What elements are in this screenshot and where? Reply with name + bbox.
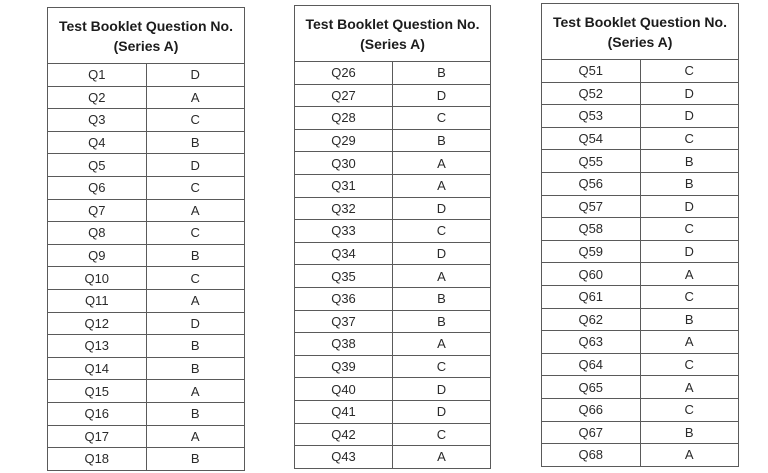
question-number-cell: Q64	[542, 353, 641, 376]
table-body	[295, 62, 491, 469]
table-row	[48, 357, 245, 380]
table-row	[542, 308, 739, 331]
answer-cell: C	[640, 60, 739, 83]
question-number-cell: Q40	[295, 378, 393, 401]
question-number-cell: Q42	[295, 423, 393, 446]
question-number-cell: Q53	[542, 105, 641, 128]
table-row	[295, 400, 491, 423]
answer-cell: A	[393, 265, 491, 288]
answer-cell: B	[146, 448, 245, 471]
question-number-cell: Q8	[48, 222, 147, 245]
answer-cell: C	[640, 218, 739, 241]
question-number-cell: Q41	[295, 400, 393, 423]
table-row	[48, 244, 245, 267]
header-title: Test Booklet Question No.	[553, 13, 727, 30]
answer-cell: D	[393, 242, 491, 265]
table-row	[542, 195, 739, 218]
table-row	[48, 154, 245, 177]
question-number-cell: Q13	[48, 335, 147, 358]
header-series: (Series A)	[607, 33, 673, 50]
question-number-cell: Q63	[542, 331, 641, 354]
table-row	[295, 333, 491, 356]
question-number-cell: Q65	[542, 376, 641, 399]
answer-cell: C	[640, 127, 739, 150]
question-number-cell: Q39	[295, 355, 393, 378]
answer-cell: B	[640, 308, 739, 331]
answer-cell: C	[393, 355, 491, 378]
question-number-cell: Q29	[295, 129, 393, 152]
question-number-cell: Q60	[542, 263, 641, 286]
question-number-cell: Q18	[48, 448, 147, 471]
question-number-cell: Q3	[48, 109, 147, 132]
question-number-cell: Q38	[295, 333, 393, 356]
question-number-cell: Q11	[48, 289, 147, 312]
table-row	[295, 129, 491, 152]
table-row	[48, 312, 245, 335]
question-number-cell: Q55	[542, 150, 641, 173]
table-row	[295, 62, 491, 85]
answer-cell: B	[146, 357, 245, 380]
table-header-row	[542, 4, 739, 60]
answer-cell: D	[393, 84, 491, 107]
table-row	[295, 287, 491, 310]
table-row	[295, 446, 491, 469]
table-header	[295, 6, 491, 62]
question-number-cell: Q61	[542, 285, 641, 308]
table-row	[295, 220, 491, 243]
question-number-cell: Q56	[542, 172, 641, 195]
table-row	[542, 398, 739, 421]
question-number-cell: Q28	[295, 107, 393, 130]
question-number-cell: Q12	[48, 312, 147, 335]
table-row	[48, 64, 245, 87]
answer-cell: A	[146, 425, 245, 448]
table-row	[48, 176, 245, 199]
question-number-cell: Q10	[48, 267, 147, 290]
answer-cell: A	[146, 86, 245, 109]
table-row	[542, 218, 739, 241]
question-number-cell: Q62	[542, 308, 641, 331]
answer-cell: D	[146, 154, 245, 177]
table-body	[542, 60, 739, 467]
answer-cell: D	[640, 82, 739, 105]
answer-cell: A	[393, 333, 491, 356]
answer-cell: C	[146, 176, 245, 199]
question-number-cell: Q34	[295, 242, 393, 265]
question-number-cell: Q26	[295, 62, 393, 85]
answer-cell: B	[640, 150, 739, 173]
header-series: (Series A)	[113, 37, 179, 54]
table-row	[48, 335, 245, 358]
answer-cell: C	[640, 353, 739, 376]
table-row	[542, 105, 739, 128]
answer-cell: B	[393, 129, 491, 152]
question-number-cell: Q36	[295, 287, 393, 310]
question-number-cell: Q31	[295, 174, 393, 197]
answer-cell: B	[146, 244, 245, 267]
answer-cell: B	[393, 287, 491, 310]
table-row	[542, 82, 739, 105]
question-number-cell: Q1	[48, 64, 147, 87]
answer-cell: A	[640, 263, 739, 286]
table-row	[295, 378, 491, 401]
table-row	[542, 127, 739, 150]
question-number-cell: Q33	[295, 220, 393, 243]
table-row	[48, 380, 245, 403]
answer-cell: D	[393, 400, 491, 423]
answer-cell: A	[146, 199, 245, 222]
table-row	[295, 152, 491, 175]
table-header	[542, 4, 739, 60]
answer-cell: C	[393, 220, 491, 243]
answer-cell: B	[146, 131, 245, 154]
answer-cell: D	[393, 197, 491, 220]
question-number-cell: Q17	[48, 425, 147, 448]
question-number-cell: Q16	[48, 402, 147, 425]
question-number-cell: Q2	[48, 86, 147, 109]
table-header	[48, 8, 245, 64]
table-row	[295, 310, 491, 333]
table-header-row	[295, 6, 491, 62]
question-number-cell: Q14	[48, 357, 147, 380]
answer-key-table-2	[294, 5, 491, 469]
table-row	[295, 107, 491, 130]
answer-cell: D	[393, 378, 491, 401]
answer-cell: D	[640, 105, 739, 128]
question-number-cell: Q9	[48, 244, 147, 267]
answer-cell: C	[146, 109, 245, 132]
question-number-cell: Q52	[542, 82, 641, 105]
table-row	[48, 131, 245, 154]
table-row	[542, 150, 739, 173]
answer-cell: C	[146, 222, 245, 245]
table-row	[48, 267, 245, 290]
table-row	[542, 285, 739, 308]
answer-cell: D	[640, 240, 739, 263]
question-number-cell: Q37	[295, 310, 393, 333]
table-header-row	[48, 8, 245, 64]
answer-cell: A	[146, 380, 245, 403]
table-row	[542, 421, 739, 444]
table-row	[295, 242, 491, 265]
table-row	[48, 289, 245, 312]
question-number-cell: Q59	[542, 240, 641, 263]
question-number-cell: Q68	[542, 444, 641, 467]
question-number-cell: Q57	[542, 195, 641, 218]
table-row	[295, 197, 491, 220]
question-number-cell: Q15	[48, 380, 147, 403]
answer-cell: C	[640, 398, 739, 421]
table-row	[48, 425, 245, 448]
answer-cell: B	[640, 421, 739, 444]
table-row	[48, 402, 245, 425]
answer-cell: C	[640, 285, 739, 308]
answer-cell: C	[393, 107, 491, 130]
table-row	[542, 60, 739, 83]
table-row	[48, 222, 245, 245]
question-number-cell: Q27	[295, 84, 393, 107]
question-number-cell: Q7	[48, 199, 147, 222]
question-number-cell: Q35	[295, 265, 393, 288]
question-number-cell: Q43	[295, 446, 393, 469]
table-row	[295, 355, 491, 378]
question-number-cell: Q67	[542, 421, 641, 444]
table-row	[542, 240, 739, 263]
table-row	[295, 84, 491, 107]
question-number-cell: Q51	[542, 60, 641, 83]
question-number-cell: Q4	[48, 131, 147, 154]
question-number-cell: Q54	[542, 127, 641, 150]
question-number-cell: Q66	[542, 398, 641, 421]
question-number-cell: Q32	[295, 197, 393, 220]
answer-key-table-1	[47, 7, 245, 471]
header-title: Test Booklet Question No.	[59, 17, 233, 34]
table-row	[48, 199, 245, 222]
answer-key-table-3	[541, 3, 739, 467]
answer-cell: B	[393, 62, 491, 85]
answer-cell: C	[146, 267, 245, 290]
table-row	[295, 174, 491, 197]
answer-cell: A	[146, 289, 245, 312]
answer-cell: A	[393, 446, 491, 469]
answer-cell: B	[393, 310, 491, 333]
answer-cell: B	[640, 172, 739, 195]
header-series: (Series A)	[360, 35, 425, 52]
table-row	[48, 86, 245, 109]
answer-cell: B	[146, 335, 245, 358]
answer-cell: A	[393, 174, 491, 197]
table-row	[48, 109, 245, 132]
table-row	[295, 265, 491, 288]
answer-cell: A	[640, 376, 739, 399]
table-row	[295, 423, 491, 446]
answer-cell: A	[393, 152, 491, 175]
question-number-cell: Q5	[48, 154, 147, 177]
table-row	[542, 353, 739, 376]
answer-cell: D	[146, 64, 245, 87]
question-number-cell: Q30	[295, 152, 393, 175]
header-title: Test Booklet Question No.	[305, 15, 480, 32]
table-row	[542, 331, 739, 354]
answer-cell: D	[146, 312, 245, 335]
answer-cell: D	[640, 195, 739, 218]
answer-cell: C	[393, 423, 491, 446]
table-row	[542, 444, 739, 467]
question-number-cell: Q6	[48, 176, 147, 199]
table-row	[542, 376, 739, 399]
answer-cell: A	[640, 331, 739, 354]
answer-cell: A	[640, 444, 739, 467]
question-number-cell: Q58	[542, 218, 641, 241]
table-row	[542, 172, 739, 195]
answer-cell: B	[146, 402, 245, 425]
table-body	[48, 64, 245, 471]
table-row	[542, 263, 739, 286]
table-row	[48, 448, 245, 471]
